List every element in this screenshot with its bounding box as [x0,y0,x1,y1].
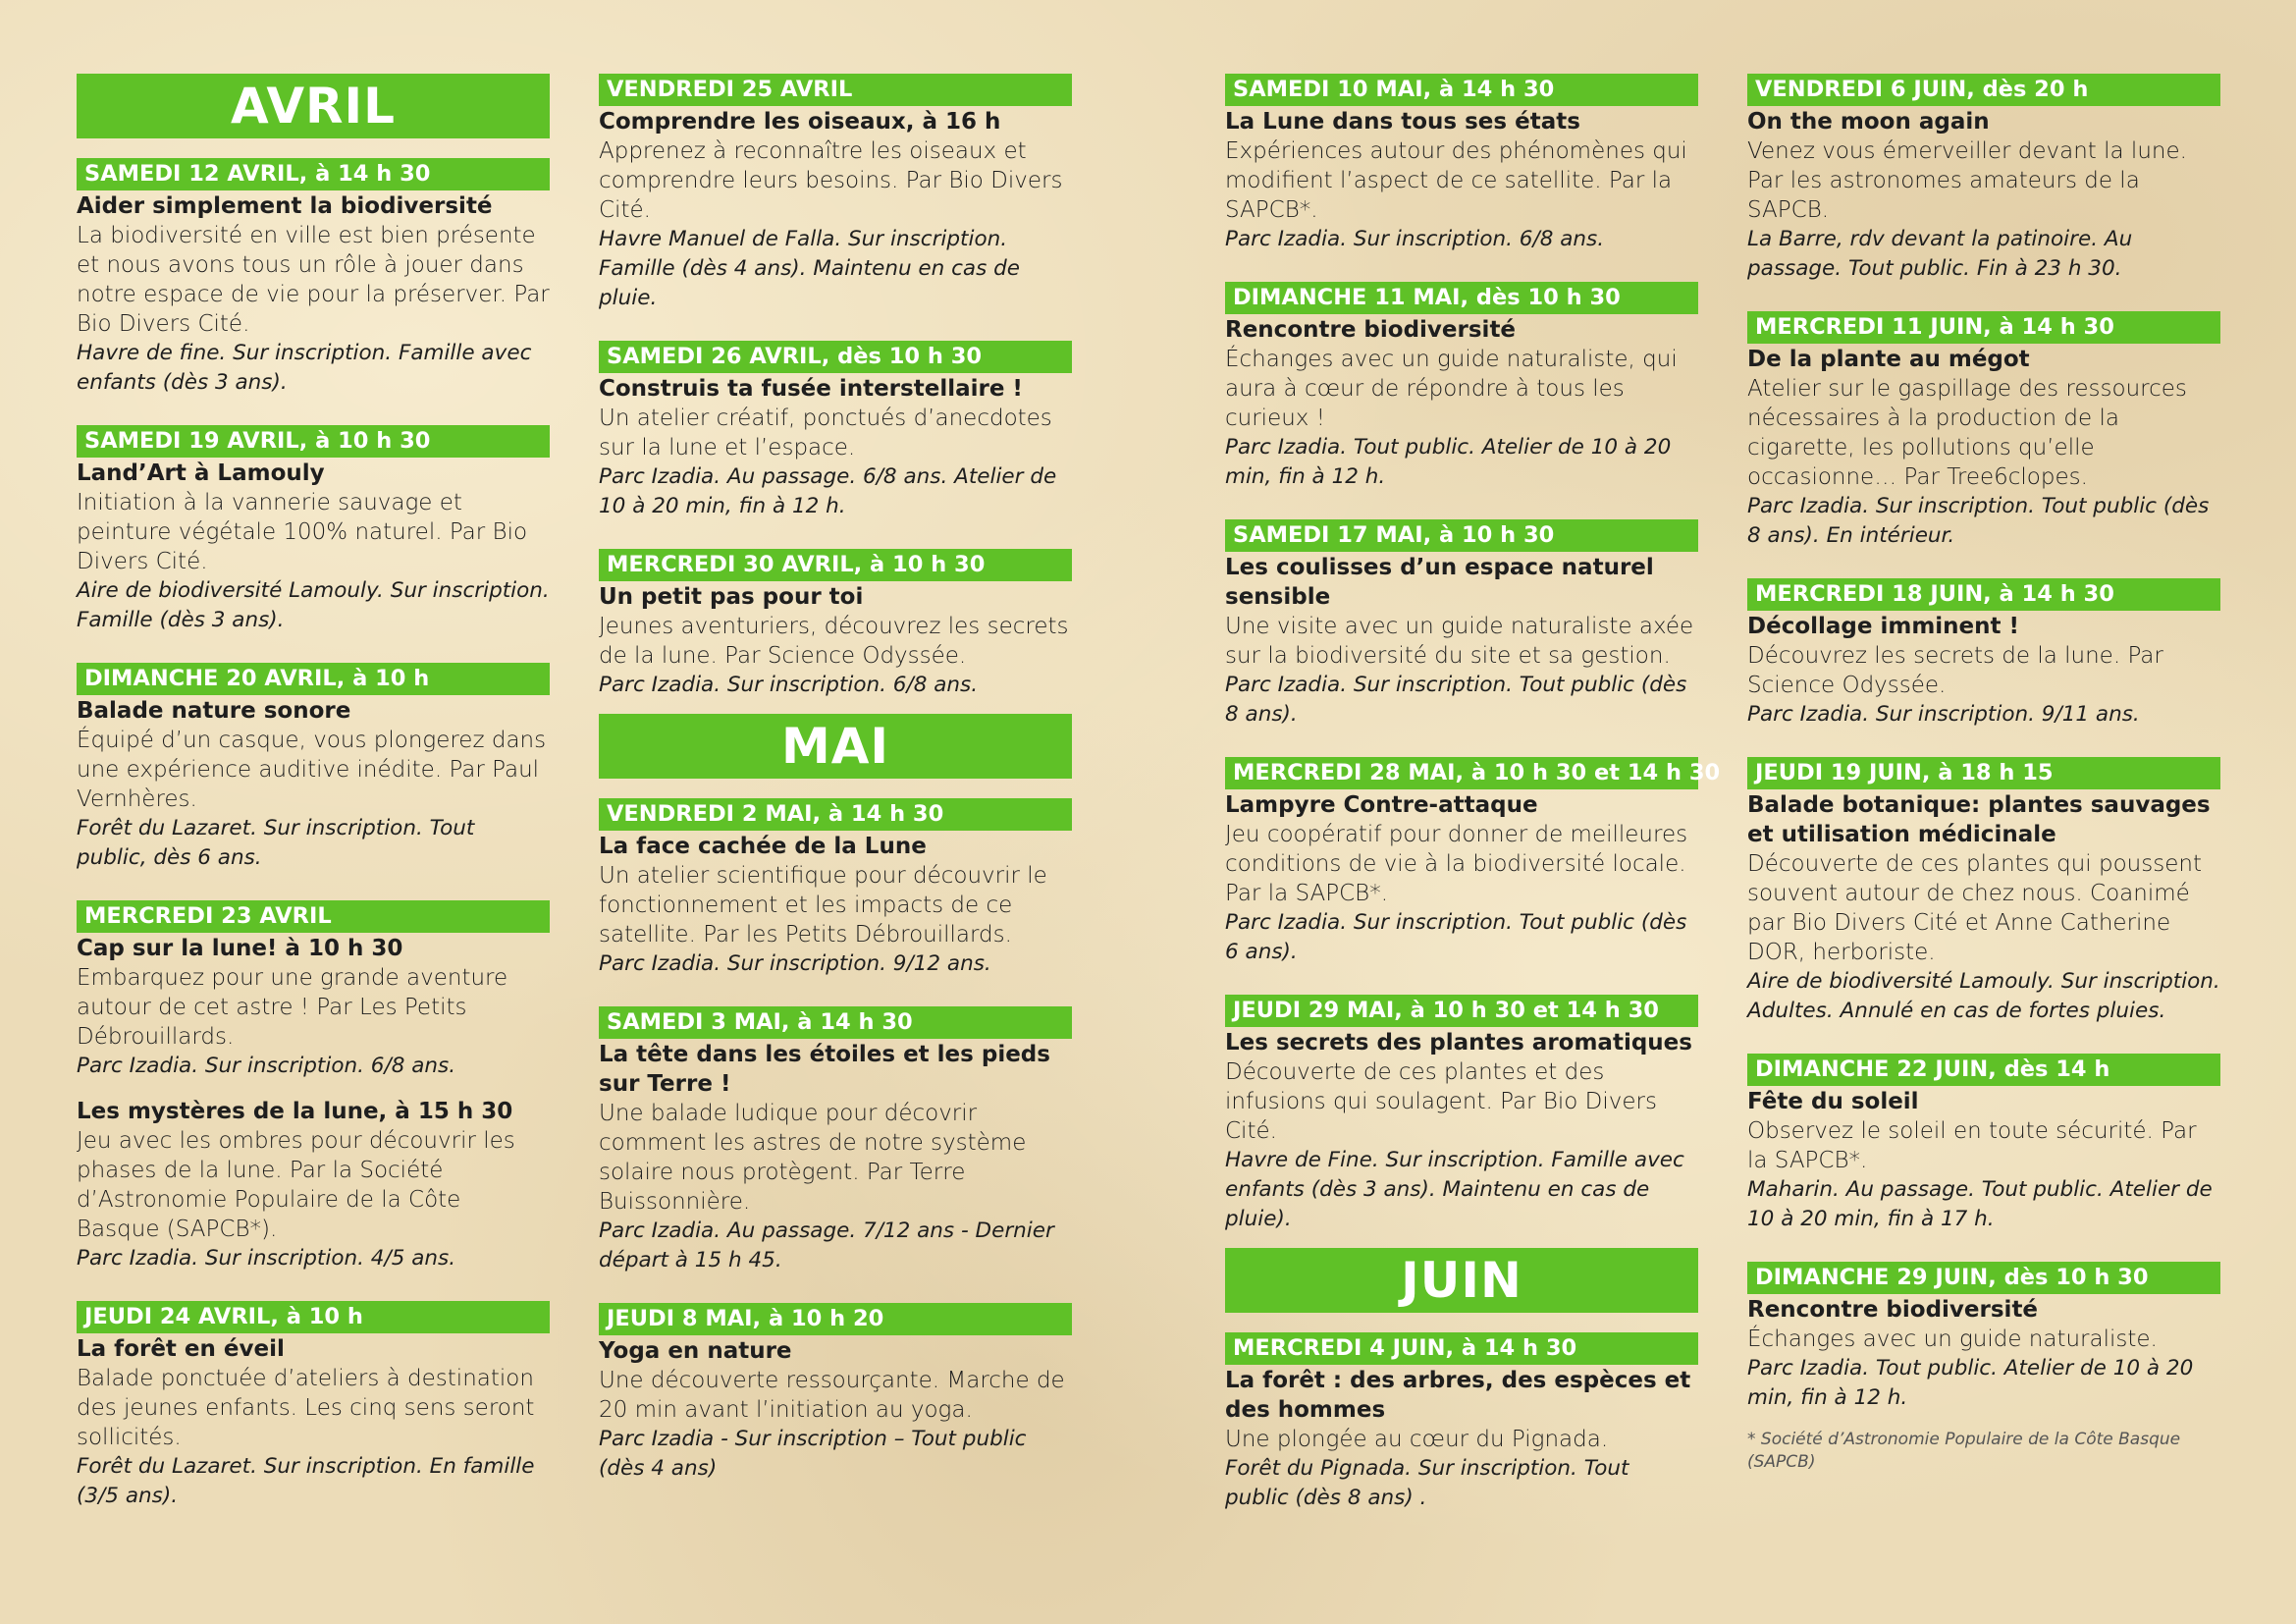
event-date: SAMEDI 3 MAI, à 14 h 30 [599,1006,1072,1039]
event-info: La Barre, rdv devant la patinoire. Au passage. Tout public. Fin à 23 h 30. [1747,227,2133,281]
event-date: VENDREDI 6 JUIN, dès 20 h [1747,74,2220,106]
event-info: Parc Izadia. Tout public. Atelier de 10 à 20 min, fin à 12 h. [1747,1356,2194,1410]
event-title: Fête du soleil [1747,1089,1919,1114]
event-description: Découvrez les secrets de la lune. Par Science Odyssée. [1747,643,2163,698]
event-title: La Lune dans tous ses états [1225,109,1580,135]
event [77,663,550,873]
event-date: JEUDI 29 MAI, à 10 h 30 et 14 h 30 [1225,995,1698,1027]
event-title: Les mystères de la lune, à 15 h 30 [77,1099,513,1124]
event [77,900,550,1273]
event-description: Une visite avec un guide naturaliste axée sur la biodiversité du site et sa gestion. [1225,614,1694,669]
event-title: Construis ta fusée interstellaire ! [599,376,1023,402]
event-description: Apprenez à reconnaître les oiseaux et comprendre leurs besoins. Par Bio Divers Cité. [599,138,1063,223]
event-description: Une plongée au cœur du Pignada. [1225,1427,1609,1452]
event [599,74,1072,313]
event-date: DIMANCHE 29 JUIN, dès 10 h 30 [1747,1262,2220,1294]
event-date: MERCREDI 4 JUIN, à 14 h 30 [1225,1332,1698,1365]
event-description: Embarquez pour une grande aventure autour de cet astre ! Par Les Petits Débrouillards. [77,965,508,1050]
event-date: MERCREDI 30 AVRIL, à 10 h 30 [599,549,1072,581]
event-date: SAMEDI 17 MAI, à 10 h 30 [1225,519,1698,552]
event-info: Parc Izadia. Sur inscription. 9/12 ans. [599,951,991,976]
event-date: JEUDI 19 JUIN, à 18 h 15 [1747,757,2220,789]
event-title: Rencontre biodiversité [1747,1297,2039,1323]
event [1747,1054,2220,1234]
event-title: On the moon again [1747,109,1990,135]
event-info: Parc Izadia. Sur inscription. 4/5 ans. [77,1246,456,1271]
event [599,798,1072,979]
event-description: Un atelier scientifique pour découvrir le fonctionnement et les impacts de ce satellite. Par les Petits Débrouillards. [599,863,1047,947]
event [77,425,550,635]
event-date: DIMANCHE 22 JUIN, dès 14 h [1747,1054,2220,1086]
event-description: Jeunes aventuriers, découvrez les secrets de la lune. Par Science Odyssée. [599,614,1069,669]
event-date: DIMANCHE 20 AVRIL, à 10 h [77,663,550,695]
event-title: Lampyre Contre-attaque [1225,792,1538,818]
event-info: Parc Izadia. Sur inscription. Tout public (dès 6 ans). [1225,910,1687,964]
event-title: La face cachée de la Lune [599,834,927,859]
event [1747,757,2220,1026]
event-title: La forêt : des arbres, des espèces et des hommes [1225,1368,1691,1423]
event-title: Aider simplement la biodiversité [77,193,493,219]
event-date: MERCREDI 11 JUIN, à 14 h 30 [1747,311,2220,344]
event [599,341,1072,521]
event-description: Jeu avec les ombres pour découvrir les phases de la lune. Par la Société d’Astronomie Populaire de la Côte Basque (SAPCB*). [77,1128,515,1242]
event [77,158,550,398]
event [1747,578,2220,730]
column-2 [599,74,1072,1511]
month-header: MAI [599,714,1072,779]
event-description: Équipé d’un casque, vous plongerez dans une expérience auditive inédite. Par Paul Vernhères. [77,728,547,812]
event-title: Rencontre biodiversité [1225,317,1517,343]
event-title: Comprendre les oiseaux, à 16 h [599,109,1001,135]
event-date: SAMEDI 12 AVRIL, à 14 h 30 [77,158,550,190]
event-info: Aire de biodiversité Lamouly. Sur inscription. Famille (dès 3 ans). [77,578,550,632]
event-info: Parc Izadia. Au passage. 6/8 ans. Atelier de 10 à 20 min, fin à 12 h. [599,464,1057,518]
event-description: Découverte de ces plantes qui poussent souvent autour de chez nous. Coanimé par Bio Divers Cité et Anne Catherine DOR, herboriste. [1747,851,2202,965]
event-info: Parc Izadia. Sur inscription. Tout public (dès 8 ans). En intérieur. [1747,494,2210,548]
event-description: Jeu coopératif pour donner de meilleures conditions de vie à la biodiversité locale. Par la SAPCB*. [1225,822,1688,906]
event-title: La tête dans les étoiles et les pieds sur Terre ! [599,1042,1050,1097]
event [1225,757,1721,967]
event-date: SAMEDI 19 AVRIL, à 10 h 30 [77,425,550,458]
event-info: Parc Izadia. Tout public. Atelier de 10 à 20 min, fin à 12 h. [1225,435,1672,489]
event-date: MERCREDI 18 JUIN, à 14 h 30 [1747,578,2220,611]
event-info: Parc Izadia. Sur inscription. 9/11 ans. [1747,702,2140,727]
event-info: Parc Izadia. Au passage. 7/12 ans - Dernier départ à 15 h 45. [599,1218,1054,1272]
event-info: Parc Izadia. Sur inscription. Tout public (dès 8 ans). [1225,673,1687,727]
event-title: Un petit pas pour toi [599,584,864,610]
event-title: Land’Art à Lamouly [77,460,325,486]
event-date: VENDREDI 25 AVRIL [599,74,1072,106]
event-info: Parc Izadia. Sur inscription. 6/8 ans. [599,673,979,697]
event-info: Havre Manuel de Falla. Sur inscription. Famille (dès 4 ans). Maintenu en cas de pluie. [599,227,1021,310]
event [1747,74,2220,284]
event-date: MERCREDI 28 MAI, à 10 h 30 et 14 h 30 [1225,757,1698,789]
event [1225,282,1698,492]
event [1747,311,2220,551]
event [1225,1332,1698,1513]
event-title: Yoga en nature [599,1338,792,1364]
spacer [77,1081,550,1097]
event-title: Balade botanique: plantes sauvages et utilisation médicinale [1747,792,2211,847]
event-info: Maharin. Au passage. Tout public. Atelier de 10 à 20 min, fin à 17 h. [1747,1177,2213,1231]
event-description: Atelier sur le gaspillage des ressources nécessaires à la production de la cigarette, les pollutions qu’elle occasionne… Par Tree6clopes. [1747,376,2187,490]
event [599,549,1072,700]
event [1225,74,1698,254]
event-description: Balade ponctuée d’ateliers à destination des jeunes enfants. Les cinq sens seront sollicités. [77,1366,535,1450]
event-info: Forêt du Pignada. Sur inscription. Tout public (dès 8 ans) . [1225,1456,1629,1510]
event-description: Découverte de ces plantes et des infusions qui soulagent. Par Bio Divers Cité. [1225,1059,1657,1144]
event-info: Havre de fine. Sur inscription. Famille avec enfants (dès 3 ans). [77,341,532,395]
event-description: Expériences autour des phénomènes qui modifient l’aspect de ce satellite. Par la SAPCB*. [1225,138,1687,223]
event-description: Initiation à la vannerie sauvage et peinture végétale 100% naturel. Par Bio Divers Cité. [77,490,528,574]
event-title: Décollage imminent ! [1747,614,2020,639]
event-description: Échanges avec un guide naturaliste, qui aura à cœur de répondre à tous les curieux ! [1225,347,1678,431]
event-title: Balade nature sonore [77,698,351,724]
footnote: * Société d’Astronomie Populaire de la Côte Basque (SAPCB) [1747,1430,2181,1472]
event-info: Parc Izadia. Sur inscription. 6/8 ans. [1225,227,1605,251]
event-description: Observez le soleil en toute sécurité. Par la SAPCB*. [1747,1118,2197,1173]
event-date: VENDREDI 2 MAI, à 14 h 30 [599,798,1072,831]
month-header: AVRIL [77,74,550,138]
event-description: Un atelier créatif, ponctués d’anecdotes sur la lune et l’espace. [599,406,1052,460]
event [1225,519,1698,730]
column-3 [1225,74,1721,1541]
event-date: JEUDI 24 AVRIL, à 10 h [77,1301,550,1333]
month-header: JUIN [1225,1248,1698,1313]
event [1747,1262,2220,1413]
event-date: SAMEDI 26 AVRIL, dès 10 h 30 [599,341,1072,373]
event [77,1301,550,1511]
event-info: Parc Izadia. Sur inscription. 6/8 ans. [77,1054,456,1078]
event-description: Une balade ludique pour décovrir comment les astres de notre système solaire nous protègent. Par Terre Buissonnière. [599,1101,1027,1215]
event-title: Cap sur la lune! à 10 h 30 [77,936,403,961]
event-info: Aire de biodiversité Lamouly. Sur inscription. Adultes. Annulé en cas de fortes pluies. [1747,969,2220,1023]
event-description: La biodiversité en ville est bien présente et nous avons tous un rôle à jouer dans notre espace de vie pour la préserver. Par Bio Divers Cité. [77,223,550,337]
event-date: SAMEDI 10 MAI, à 14 h 30 [1225,74,1698,106]
event-info: Havre de Fine. Sur inscription. Famille avec enfants (dès 3 ans). Maintenu en cas de pluie). [1225,1148,1684,1231]
event-info: Parc Izadia - Sur inscription – Tout public (dès 4 ans) [599,1427,1027,1481]
event [1225,995,1698,1234]
event-title: Les coulisses d’un espace naturel sensible [1225,555,1654,610]
event-info: Forêt du Lazaret. Sur inscription. Tout public, dès 6 ans. [77,816,475,870]
column-1 [77,74,550,1539]
event-title: Les secrets des plantes aromatiques [1225,1030,1692,1056]
event-description: Venez vous émerveiller devant la lune. Par les astronomes amateurs de la SAPCB. [1747,138,2187,223]
column-4 [1747,74,2220,1474]
event-date: MERCREDI 23 AVRIL [77,900,550,933]
event-info: Forêt du Lazaret. Sur inscription. En famille (3/5 ans). [77,1454,535,1508]
event-title: La forêt en éveil [77,1336,285,1362]
event-description: Échanges avec un guide naturaliste. [1747,1326,2158,1352]
event [599,1303,1072,1484]
event-title: De la plante au mégot [1747,347,2030,372]
event-date: JEUDI 8 MAI, à 10 h 20 [599,1303,1072,1335]
event-date: DIMANCHE 11 MAI, dès 10 h 30 [1225,282,1698,314]
event-description: Une découverte ressourçante. Marche de 20 min avant l’initiation au yoga. [599,1368,1065,1423]
event [599,1006,1072,1275]
